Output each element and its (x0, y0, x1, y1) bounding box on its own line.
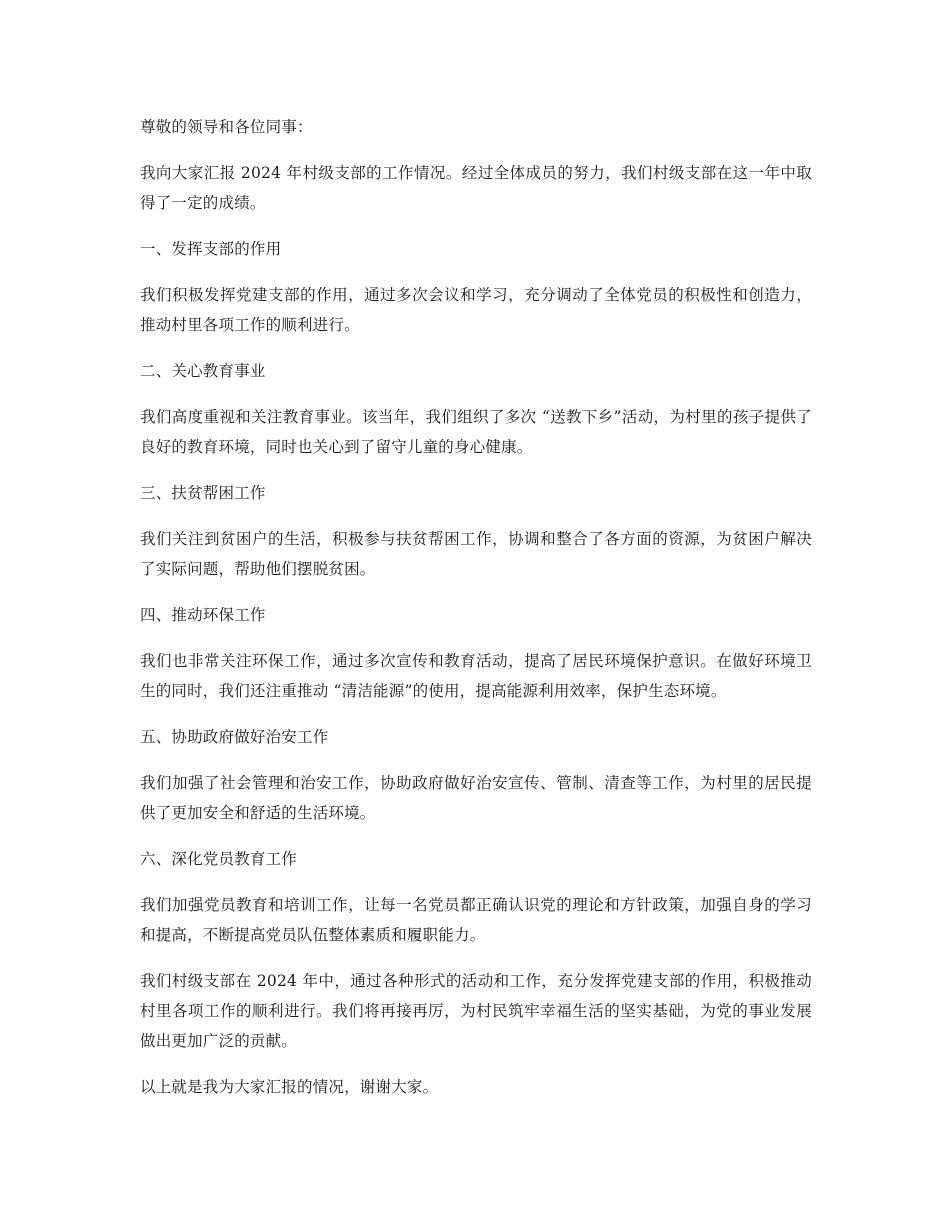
conclusion-paragraph: 我们村级支部在 2024 年中，通过各种形式的活动和工作，充分发挥党建支部的作用，积极推动村里各项工作的顺利进行。我们将再接再厉，为村民筑牢幸福生活的坚实基础，为党的事业发展做出更加广泛的贡献。 (140, 972, 812, 1050)
section-body-6: 我们加强党员教育和培训工作，让每一名党员都正确认识党的理论和方针政策，加强自身的学习和提高，不断提高党员队伍整体素质和履职能力。 (140, 896, 812, 944)
greeting: 尊敬的领导和各位同事： (140, 118, 313, 136)
section-body-3: 我们关注到贫困户的生活，积极参与扶贫帮困工作，协调和整合了各方面的资源，为贫困户解决了实际问题，帮助他们摆脱贫困。 (140, 530, 812, 578)
intro-paragraph: 我向大家汇报 2024 年村级支部的工作情况。经过全体成员的努力，我们村级支部在这一年中取得了一定的成绩。 (140, 164, 812, 212)
section-body-2: 我们高度重视和关注教育事业。该当年，我们组织了多次 “送教下乡”活动，为村里的孩子提供了良好的教育环境，同时也关心到了留守儿童的身心健康。 (140, 408, 812, 456)
section-heading-1: 一、发挥支部的作用 (140, 240, 282, 258)
section-body-5: 我们加强了社会管理和治安工作，协助政府做好治安宣传、管制、清查等工作，为村里的居民提供了更加安全和舒适的生活环境。 (140, 774, 812, 822)
section-heading-6: 六、深化党员教育工作 (140, 850, 298, 868)
section-body-1: 我们积极发挥党建支部的作用，通过多次会议和学习，充分调动了全体党员的积极性和创造力，推动村里各项工作的顺利进行。 (140, 286, 812, 334)
section-body-4: 我们也非常关注环保工作，通过多次宣传和教育活动，提高了居民环境保护意识。在做好环境卫生的同时，我们还注重推动 “清洁能源”的使用，提高能源利用效率，保护生态环境。 (140, 652, 812, 700)
section-heading-4: 四、推动环保工作 (140, 606, 266, 624)
closing-line: 以上就是我为大家汇报的情况，谢谢大家。 (140, 1078, 439, 1096)
section-heading-5: 五、协助政府做好治安工作 (140, 728, 329, 746)
section-heading-2: 二、关心教育事业 (140, 362, 266, 380)
section-heading-3: 三、扶贫帮困工作 (140, 484, 266, 502)
document-body (140, 112, 812, 1118)
